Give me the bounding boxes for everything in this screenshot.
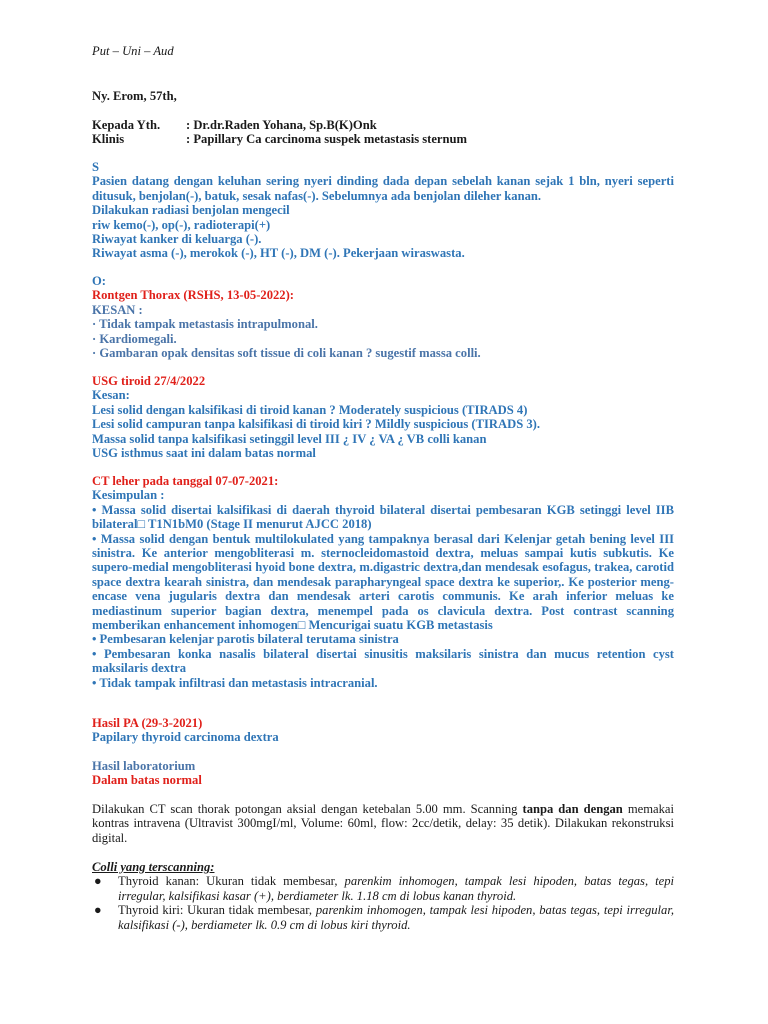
usg-title: USG tiroid 27/4/2022 (92, 374, 206, 388)
ct-neck-label: Kesimpulan : (92, 488, 165, 503)
bullet-icon: ● (94, 874, 102, 889)
rontgen-title: Rontgen Thorax (RSHS, 13-05-2022): (92, 288, 294, 303)
ct-thorax-text-bold: tanpa dan dengan (522, 802, 623, 816)
clinic-label: Klinis (92, 132, 125, 147)
colli-item-lead: Thyroid kanan: Ukuran tidak membesar, (118, 874, 345, 889)
rontgen-kesan-label: KESAN : (92, 302, 143, 317)
ct-thorax-text-b: memakai kontras intravena (Ultravist 300mgI/ml, Volume: 60ml, flow: 2cc/detik, delay: 35 detik). Dilakukan rekonstruksi digital. (92, 802, 674, 845)
colli-item (92, 874, 674, 903)
colli-item-lead: Thyroid kiri: Ukuran tidak membesar, (118, 903, 316, 918)
ct-neck-title: CT leher pada tanggal 07-07-2021: (92, 474, 279, 488)
pa-section (92, 716, 674, 745)
ct-neck-section (92, 474, 674, 690)
to-label: Kepada Yth. (92, 118, 161, 132)
ct-thorax-paragraph (92, 802, 674, 845)
lab-title: Hasil laboratorium (92, 759, 196, 773)
subjective-line: riw kemo(-), op(-), radioterapi(+) (92, 217, 271, 232)
subjective-text: Pasien datang dengan keluhan sering nyeri dinding dada depan sebelah kanan sejak 1 bln, nyeri seperti ditusuk, benjolan(-), batuk, sesak nafas(-). Sebelumnya ada benjolan dileher kanan. (92, 174, 674, 203)
objective-section (92, 274, 674, 360)
colli-heading: Colli yang terscanning: (92, 860, 215, 874)
ct-neck-item: • Tidak tampak infiltrasi dan metastasis intracranial. (92, 675, 378, 690)
addressee-block (92, 118, 674, 147)
ct-neck-item: • Pembesaran konka nasalis bilateral disertai sinusitis maksilaris sinistra dan mucus retention cyst maksilaris dextra (92, 646, 674, 676)
usg-line: Massa solid tanpa kalsifikasi setinggil level III ¿ IV ¿ VA ¿ VB colli kanan (92, 431, 487, 446)
lab-text: Dalam batas normal (92, 773, 202, 788)
patient-name: Ny. Erom, 57th, (92, 89, 177, 103)
ct-neck-item: • Pembesaran kelenjar parotis bilateral terutama sinistra (92, 632, 399, 647)
usg-line: Lesi solid campuran tanpa kalsifikasi di tiroid kiri ? Mildly suspicious (TIRADS 3). (92, 417, 540, 432)
subjective-heading: S (92, 160, 100, 174)
ct-neck-item: • Massa solid disertai kalsifikasi di daerah thyroid bilateral disertai pembesaran KGB setinggi level IIB bilateral□ T1N1bM0 (Stage II menurut AJCC 2018) (92, 502, 674, 532)
rontgen-kesan-item: · Gambaran opak densitas soft tissue di coli kanan ? sugestif massa colli. (92, 346, 481, 361)
subjective-line: Dilakukan radiasi benjolan mengecil (92, 203, 290, 218)
to-row (92, 118, 674, 132)
usg-line: Lesi solid dengan kalsifikasi di tiroid kanan ? Moderately suspicious (TIRADS 4) (92, 402, 528, 417)
colli-item-detail: parenkim inhomogen, tampak lesi hipoden, batas tegas, tepi irregular, kalsifikasi kasar (+), berdiameter lk. 1.18 cm di lobus kanan thyroid. (118, 874, 674, 903)
colli-section (92, 860, 674, 932)
subjective-line: Riwayat asma (-), merokok (-), HT (-), DM (-). Pekerjaan wiraswasta. (92, 246, 465, 261)
rontgen-kesan-item: · Tidak tampak metastasis intrapulmonal. (92, 317, 318, 332)
rontgen-kesan-item: · Kardiomegali. (92, 331, 177, 346)
usg-section (92, 374, 674, 460)
usg-line: USG isthmus saat ini dalam batas normal (92, 446, 316, 461)
pa-title: Hasil PA (29-3-2021) (92, 716, 203, 730)
colli-item-detail: parenkim inhomogen, tampak lesi hipoden, batas tegas, tepi irregular, kalsifikasi (-), berdiameter lk. 0.9 cm di lobus kiri thyroid. (118, 903, 674, 932)
to-value: : Dr.dr.Raden Yohana, Sp.B(K)Onk (186, 118, 377, 132)
usg-kesan-label: Kesan: (92, 388, 130, 403)
page-header: Put – Uni – Aud (92, 44, 174, 58)
subjective-line: Riwayat kanker di keluarga (-). (92, 232, 262, 247)
ct-thorax-text-a: Dilakukan CT scan thorak potongan aksial dengan ketebalan 5.00 mm. Scanning (92, 802, 523, 816)
ct-neck-item: • Massa solid dengan bentuk multilokulated yang tampaknya berasal dari Kelenjar getah bening level III sinistra. Ke anterior mengobliterasi m. sternocleidomastoid dextra, meluas sampai kutis subkutis. Ke supero-medial mengobliterasi hyoid bone dextra, m.digastric dextra,dan mendesak esofagus, trakea, carotid space dextra kearah sinistra, dan mendesak parapharyngeal space dextra ke superior,. Ke posterior meng-encase vena jugularis dextra dan mendesak arteri carotis communis. Ke arah inferior meluas ke mediastinum superior bagian dextra, menempel pada os clavicula dextra. Post contrast scanning memberikan enhancement inhomogen□ Mencurigai suatu KGB metastasis (92, 531, 674, 633)
subjective-section (92, 160, 674, 261)
clinic-row (92, 132, 674, 146)
bullet-icon: ● (94, 903, 102, 918)
pa-text: Papilary thyroid carcinoma dextra (92, 730, 279, 745)
colli-item (92, 903, 674, 932)
clinic-value: : Papillary Ca carcinoma suspek metastasis sternum (186, 132, 468, 147)
lab-section (92, 759, 674, 788)
objective-heading: O: (92, 274, 106, 288)
